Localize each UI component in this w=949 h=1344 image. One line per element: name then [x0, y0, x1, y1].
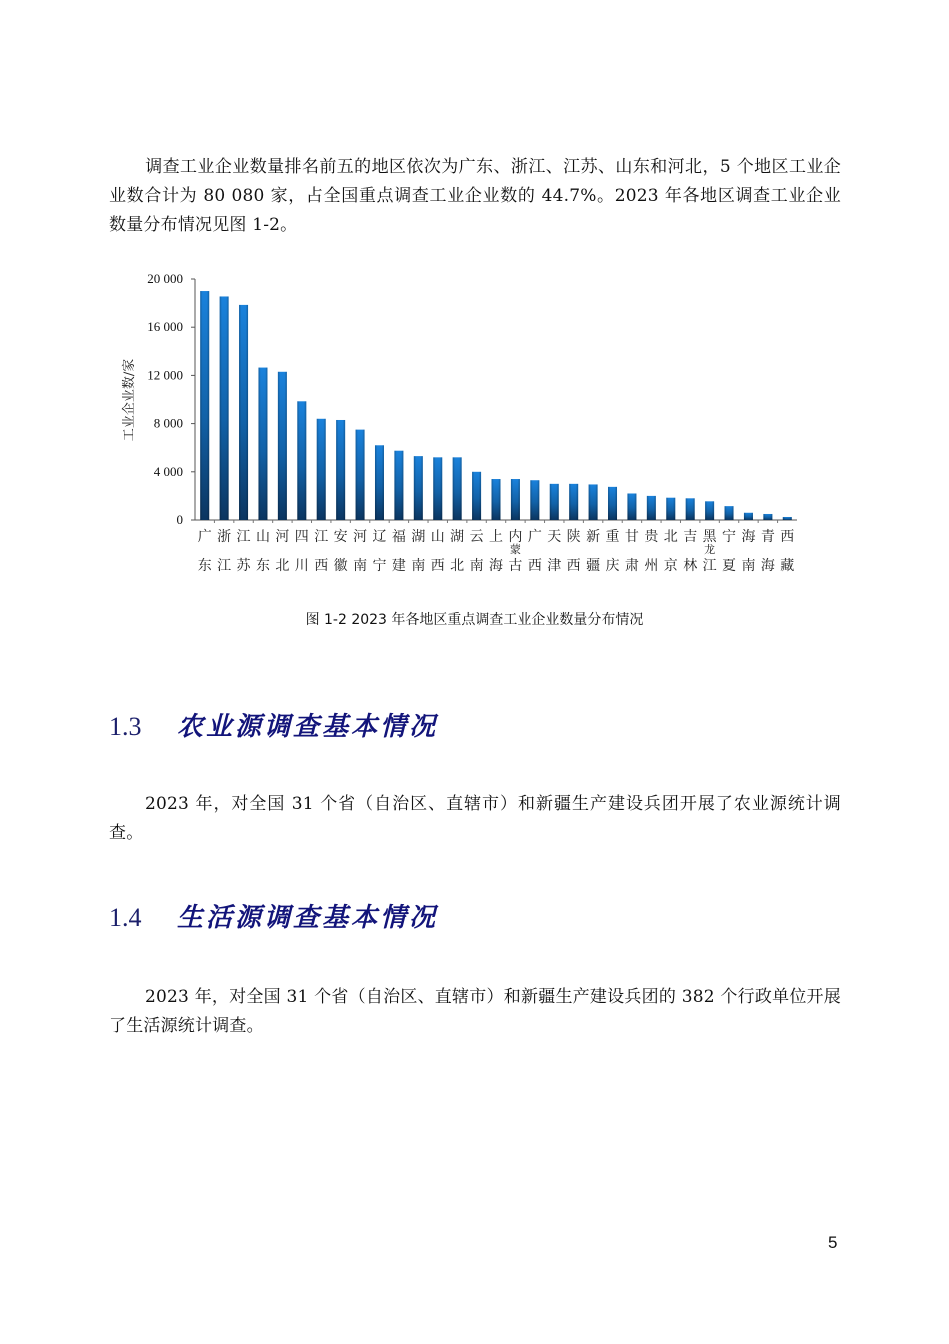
x-axis-labels: [198, 528, 795, 574]
x-tick-label: [586, 529, 600, 574]
svg-text:津: 津: [547, 558, 562, 574]
bar-chart: [0, 260, 949, 590]
svg-text:古: 古: [508, 558, 523, 574]
svg-text:西: 西: [430, 558, 445, 574]
x-tick-label: [683, 528, 697, 574]
x-tick-label: [664, 529, 678, 574]
x-tick-label: [295, 529, 309, 574]
svg-text:建: 建: [391, 558, 406, 574]
svg-text:安: 安: [333, 529, 348, 545]
x-tick-label: [567, 528, 581, 574]
svg-text:西: 西: [314, 558, 329, 574]
x-tick-label: [528, 529, 542, 574]
svg-text:河: 河: [353, 529, 368, 545]
svg-text:江: 江: [314, 529, 329, 545]
x-tick-label: [217, 528, 231, 574]
svg-text:山: 山: [430, 529, 445, 545]
svg-text:西: 西: [780, 529, 795, 545]
y-tick-label: 8 000: [153, 415, 183, 431]
svg-text:上: 上: [489, 529, 503, 545]
svg-text:北: 北: [275, 558, 290, 574]
x-tick-label: [625, 529, 639, 574]
svg-text:贵: 贵: [644, 529, 659, 545]
x-tick-label: [392, 529, 406, 574]
svg-text:甘: 甘: [624, 529, 639, 545]
x-tick-label: [256, 529, 270, 574]
svg-text:广: 广: [527, 529, 542, 545]
intro-paragraph: [109, 153, 841, 240]
svg-text:青: 青: [760, 529, 775, 545]
svg-text:江: 江: [236, 529, 251, 545]
svg-text:海: 海: [489, 558, 503, 574]
svg-text:福: 福: [391, 529, 406, 545]
svg-text:陕: 陕: [566, 529, 581, 545]
x-tick-label: [334, 529, 348, 574]
svg-text:河: 河: [275, 529, 290, 545]
svg-text:辽: 辽: [372, 529, 387, 545]
svg-text:东: 东: [197, 558, 212, 574]
svg-text:湖: 湖: [411, 529, 426, 545]
agri-text: 2023 年，对全国 31 个省（自治区、直辖市）和新疆生产建设兵团开展了农业源统计调查。: [109, 794, 841, 843]
svg-text:疆: 疆: [586, 558, 601, 574]
y-tick-label: 4 000: [153, 463, 183, 479]
svg-text:藏: 藏: [780, 558, 795, 574]
svg-text:江: 江: [217, 558, 232, 574]
svg-text:吉: 吉: [683, 529, 698, 545]
svg-text:肃: 肃: [624, 558, 639, 574]
svg-text:北: 北: [663, 529, 678, 545]
y-tick-label: 20 000: [147, 271, 183, 286]
x-tick-label: [761, 528, 775, 574]
svg-text:海: 海: [741, 529, 756, 545]
y-tick-label: 16 000: [147, 319, 183, 335]
svg-text:宁: 宁: [722, 529, 737, 545]
life-paragraph: [109, 983, 841, 1041]
x-tick-label: [741, 529, 755, 574]
y-axis-label: 工业企业数/家: [122, 358, 137, 442]
svg-text:云: 云: [469, 529, 484, 545]
x-tick-label: [508, 528, 522, 574]
x-tick-label: [703, 529, 718, 574]
x-tick-label: [547, 529, 561, 574]
svg-text:夏: 夏: [722, 558, 737, 574]
svg-text:山: 山: [255, 529, 270, 545]
x-tick-label: [606, 529, 620, 574]
svg-text:苏: 苏: [236, 558, 251, 574]
svg-text:徽: 徽: [333, 558, 348, 574]
section-heading-1-4: [109, 897, 438, 934]
section-heading-1-3: [109, 706, 438, 743]
x-tick-label: [489, 529, 503, 574]
y-tick-label: 0: [176, 512, 183, 527]
svg-text:蒙: 蒙: [509, 543, 521, 556]
x-tick-label: [780, 529, 794, 574]
x-tick-label: [722, 529, 736, 574]
svg-text:龙: 龙: [704, 543, 716, 556]
svg-text:重: 重: [605, 529, 620, 545]
x-tick-label: [644, 528, 659, 574]
y-tick-label: 12 000: [147, 367, 183, 383]
svg-text:四: 四: [294, 529, 309, 545]
svg-text:京: 京: [663, 558, 678, 574]
svg-text:东: 东: [255, 558, 270, 574]
x-tick-label: [411, 529, 425, 574]
x-tick-label: [237, 529, 252, 574]
agri-paragraph: [109, 790, 841, 848]
svg-text:北: 北: [450, 558, 465, 574]
svg-text:新: 新: [586, 529, 601, 545]
intro-text: 调查工业企业数量排名前五的地区依次为广东、浙江、江苏、山东和河北，5 个地区工业企业数合计为 80 080 家，占全国重点调查工业企业数的 44.7%。2023 年各地区调查工业企业数量分布情况见图 1-2。: [109, 157, 841, 235]
svg-text:州: 州: [644, 558, 659, 574]
svg-text:西: 西: [566, 558, 581, 574]
svg-text:湖: 湖: [450, 529, 465, 545]
svg-text:浙: 浙: [217, 529, 232, 545]
life-text: 2023 年，对全国 31 个省（自治区、直辖市）和新疆生产建设兵团的 382 个行政单位开展了生活源统计调查。: [109, 987, 841, 1036]
svg-text:内: 内: [508, 529, 523, 545]
svg-text:庆: 庆: [605, 558, 620, 574]
svg-text:海: 海: [760, 558, 775, 574]
svg-text:南: 南: [353, 558, 368, 574]
x-tick-label: [275, 529, 289, 574]
svg-text:南: 南: [741, 558, 756, 574]
x-tick-label: [450, 529, 464, 574]
x-tick-label: [372, 529, 386, 574]
svg-text:川: 川: [294, 558, 309, 574]
svg-text:西: 西: [527, 558, 542, 574]
x-tick-label: [198, 529, 212, 574]
x-tick-label: [353, 529, 367, 574]
x-tick-label: [470, 529, 484, 574]
x-tick-label: [314, 529, 328, 574]
x-tick-label: [431, 529, 445, 574]
bars: [200, 291, 792, 523]
svg-text:黑: 黑: [702, 529, 717, 545]
svg-text:南: 南: [411, 558, 426, 574]
section-title: 农业源调查基本情况: [177, 712, 439, 742]
svg-text:宁: 宁: [372, 558, 387, 574]
svg-text:广: 广: [197, 529, 212, 545]
section-number: 1.3: [109, 712, 142, 741]
section-title: 生活源调查基本情况: [177, 903, 439, 933]
figure-caption: 图 1-2 2023 年各地区重点调查工业企业数量分布情况: [305, 612, 644, 628]
svg-text:天: 天: [547, 529, 562, 545]
page-number: 5: [828, 1233, 838, 1252]
svg-text:江: 江: [702, 558, 717, 574]
section-number: 1.4: [109, 903, 142, 932]
svg-text:南: 南: [469, 558, 484, 574]
svg-text:林: 林: [683, 558, 698, 574]
